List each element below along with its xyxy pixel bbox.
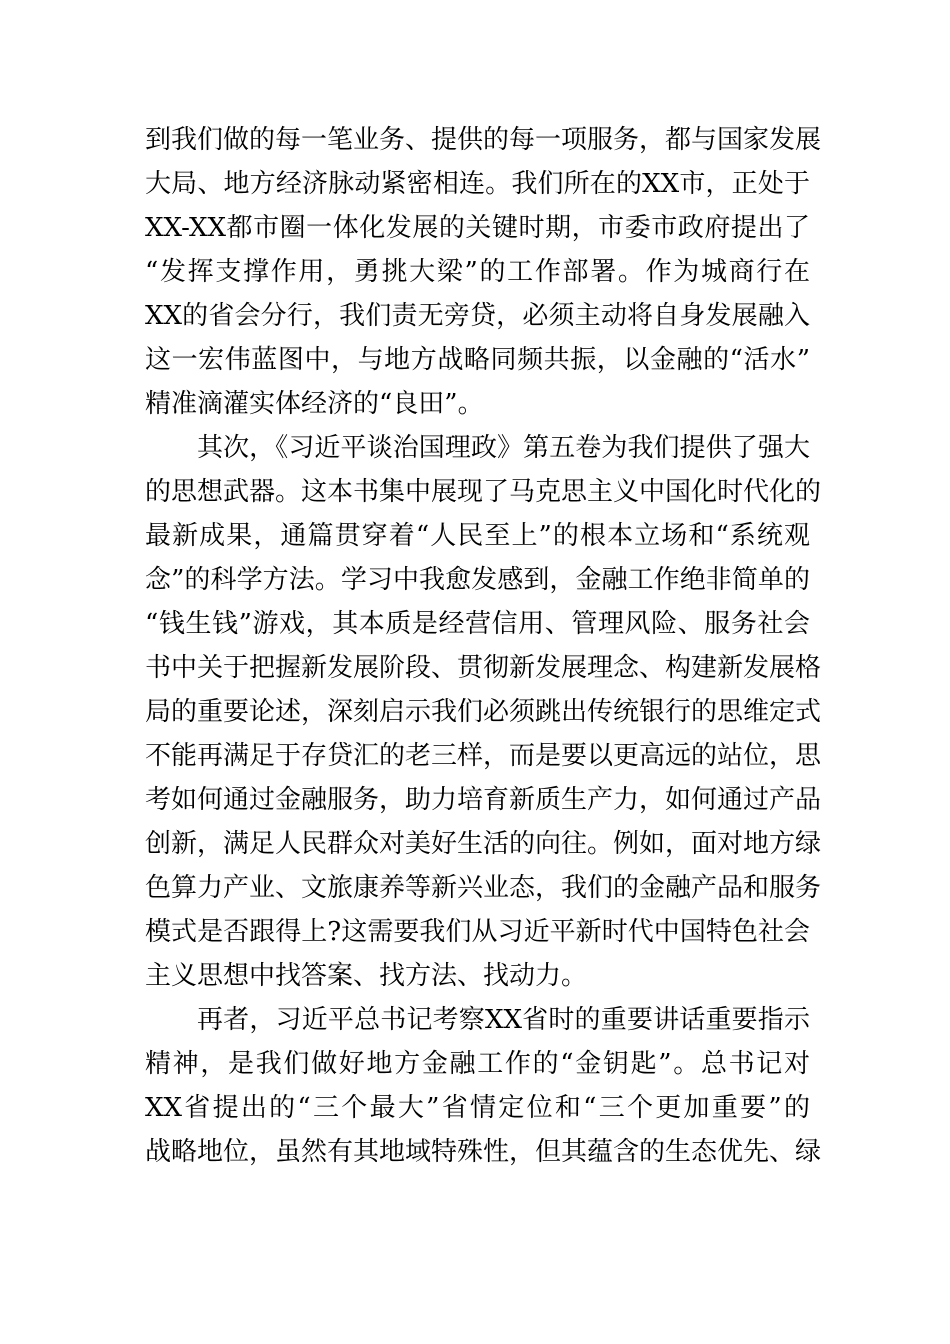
text-line: XX-XX都市圈一体化发展的关键时期，市委市政府提出了 <box>145 213 810 243</box>
body-text <box>145 118 822 1174</box>
text-line: 不能再满足于存贷汇的老三样，而是要以更高远的站位，思 <box>145 741 822 771</box>
text-line: 精神，是我们做好地方金融工作的“金钥匙”。总书记对 <box>145 1049 810 1079</box>
paragraph-first-line: 其次，《习近平谈治国理政》第五卷为我们提供了强大 <box>197 433 810 463</box>
text-line: 局的重要论述，深刻启示我们必须跳出传统银行的思维定式 <box>145 697 822 727</box>
text-line: 模式是否跟得上?这需要我们从习近平新时代中国特色社会 <box>145 917 810 947</box>
text-line: XX的省会分行，我们责无旁贷，必须主动将自身发展融入 <box>145 301 810 331</box>
text-line: “发挥支撑作用，勇挑大梁”的工作部署。作为城商行在 <box>145 257 810 287</box>
text-line: “钱生钱”游戏，其本质是经营信用、管理风险、服务社会 <box>145 609 810 639</box>
text-line: 色算力产业、文旅康养等新兴业态，我们的金融产品和服务 <box>145 873 822 903</box>
text-line: 考如何通过金融服务，助力培育新质生产力，如何通过产品 <box>145 785 822 815</box>
text-line: 最新成果，通篇贯穿着“人民至上”的根本立场和“系统观 <box>145 521 810 551</box>
text-line: 念”的科学方法。学习中我愈发感到，金融工作绝非简单的 <box>145 565 810 595</box>
text-line: XX省提出的“三个最大”省情定位和“三个更加重要”的 <box>145 1093 810 1123</box>
text-line: 书中关于把握新发展阶段、贯彻新发展理念、构建新发展格 <box>145 653 822 683</box>
text-line: 的思想武器。这本书集中展现了马克思主义中国化时代化的 <box>145 477 822 507</box>
text-line: 大局、地方经济脉动紧密相连。我们所在的XX市，正处于 <box>145 169 810 199</box>
text-line: 这一宏伟蓝图中，与地方战略同频共振，以金融的“活水” <box>145 345 810 375</box>
paragraph-first-line: 再者，习近平总书记考察XX省时的重要讲话重要指示 <box>197 1005 810 1035</box>
text-line: 创新，满足人民群众对美好生活的向往。例如，面对地方绿 <box>145 829 822 859</box>
text-line: 主义思想中找答案、找方法、找动力。 <box>145 961 588 991</box>
text-line: 战略地位，虽然有其地域特殊性，但其蕴含的生态优先、绿 <box>145 1137 822 1167</box>
text-line: 到我们做的每一笔业务、提供的每一项服务，都与国家发展 <box>145 125 822 155</box>
text-line: 精准滴灌实体经济的“良田”。 <box>145 389 484 419</box>
